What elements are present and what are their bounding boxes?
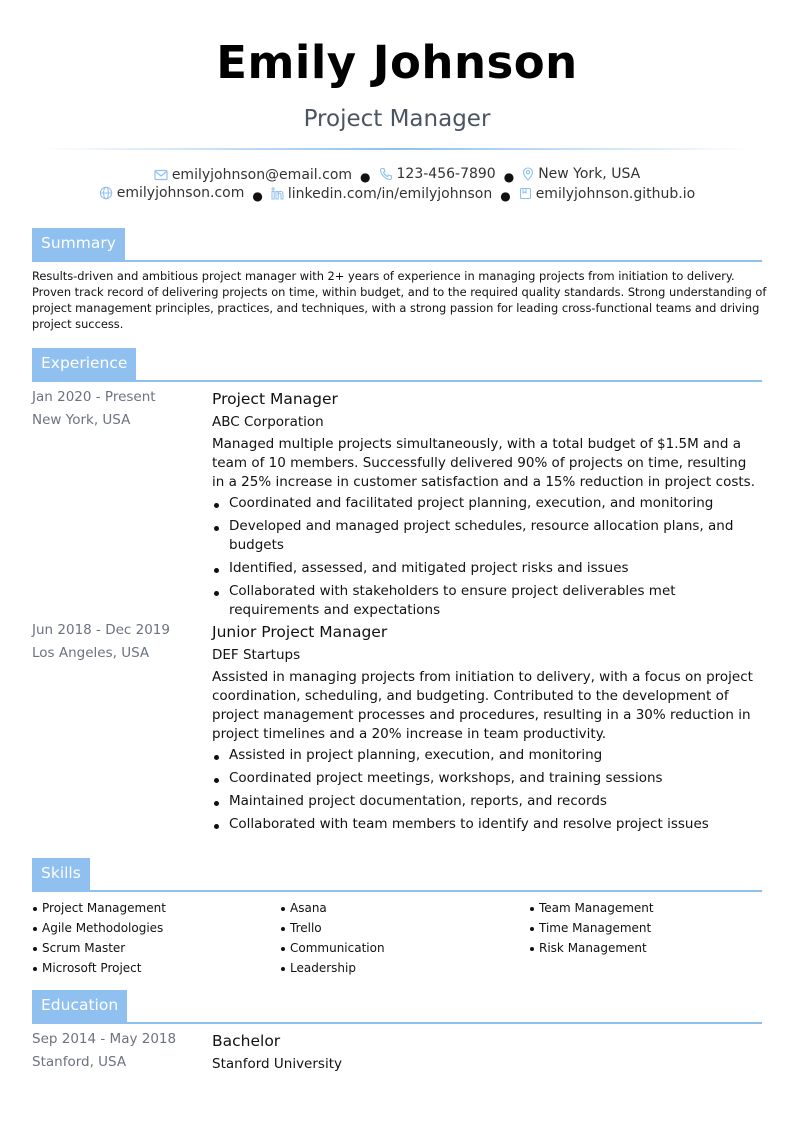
separator-dot: ● [360, 170, 371, 184]
experience-bullets [212, 746, 762, 834]
contact-phone-text: 123-456-7890 [396, 166, 496, 182]
list-item: Developed and managed project schedules, resource allocation plans, and budgets [212, 517, 762, 555]
section-experience-title: Experience [32, 348, 136, 380]
experience-bullets [212, 494, 762, 620]
linkedin-icon [271, 187, 284, 200]
education-details [212, 1028, 762, 1077]
section-skills-header [32, 858, 762, 892]
contact-location-text: New York, USA [538, 166, 641, 182]
globe-icon [99, 186, 113, 200]
contact-github[interactable] [519, 186, 696, 202]
separator-dot: ● [252, 189, 263, 203]
experience-location: New York, USA [32, 412, 131, 428]
separator-dot: ● [500, 189, 511, 203]
skill-item: Scrum Master [32, 938, 272, 958]
education-location: Stanford, USA [32, 1054, 127, 1070]
contact-phone[interactable] [379, 166, 496, 182]
contact-github-text: emilyjohnson.github.io [535, 185, 696, 202]
education-meta [32, 1028, 207, 1074]
experience-meta [32, 386, 207, 432]
section-education-title: Education [32, 990, 127, 1022]
job-title: Project Manager [303, 106, 491, 132]
experience-role: Project Manager [212, 390, 338, 408]
experience-dates: Jun 2018 - Dec 2019 [32, 622, 170, 638]
experience-details [212, 386, 762, 624]
header-divider [40, 148, 754, 150]
separator-dot: ● [503, 170, 515, 184]
experience-dates: Jan 2020 - Present [32, 389, 156, 405]
phone-icon [379, 167, 393, 181]
section-summary-header [32, 228, 762, 262]
list-item: Coordinated project meetings, workshops, and training sessions [212, 769, 762, 788]
experience-company: ABC Corporation [212, 414, 324, 430]
experience-location: Los Angeles, USA [32, 645, 150, 661]
experience-company: DEF Startups [212, 647, 301, 663]
education-degree: Bachelor [212, 1032, 281, 1050]
experience-details [212, 619, 762, 838]
skill-item: Project Management [32, 898, 272, 918]
skill-item: Agile Methodologies [32, 918, 272, 938]
section-education-header [32, 990, 762, 1024]
list-item: Collaborated with stakeholders to ensure project deliverables met requirements and expectations [212, 582, 762, 620]
contact-website-text: emilyjohnson.com [116, 185, 245, 201]
skill-item: Communication [280, 938, 520, 958]
skill-item: Asana [280, 898, 520, 918]
education-school: Stanford University [212, 1056, 342, 1072]
skills-column [32, 898, 272, 978]
section-experience-header [32, 348, 762, 382]
skill-item: Leadership [280, 958, 520, 978]
contact-row-1 [0, 166, 794, 185]
mail-icon [154, 169, 168, 181]
skill-item: Team Management [529, 898, 769, 918]
skills-column [280, 898, 520, 978]
list-item: Collaborated with team members to identify and resolve project issues [212, 815, 762, 834]
summary-text: Results-driven and ambitious project manager with 2+ years of experience in managing projects from initiation to delivery. Proven track record of delivering projects on time, within budget, and to the required quality standards. Strong understanding of project management principles, practices, and techniques, with a strong passion for leading cross-functional teams and driving project success. [32, 269, 767, 331]
experience-description: Managed multiple projects simultaneously, with a total budget of $1.5M and a team of 10 members. Successfully delivered 90% of projects on time, resulting in a 25% increase in customer satisfaction and a 15% reduction in project costs. [212, 436, 755, 490]
contact-website[interactable] [99, 185, 245, 201]
contact-email-text: emilyjohnson@email.com [171, 167, 353, 183]
contact-linkedin[interactable] [271, 186, 492, 202]
contact-location [522, 166, 640, 182]
section-summary-title: Summary [32, 228, 125, 260]
education-dates: Sep 2014 - May 2018 [32, 1031, 177, 1047]
skill-item: Trello [280, 918, 520, 938]
skill-item: Microsoft Project [32, 958, 272, 978]
contact-email[interactable] [154, 167, 352, 183]
list-item: Maintained project documentation, reports, and records [212, 792, 762, 811]
list-item: Identified, assessed, and mitigated project risks and issues [212, 559, 762, 578]
contact-row-2 [0, 185, 794, 204]
skill-item: Risk Management [529, 938, 769, 958]
skills-column [529, 898, 769, 958]
section-skills-title: Skills [32, 858, 90, 890]
github-icon [519, 187, 532, 200]
experience-meta [32, 619, 207, 665]
experience-role: Junior Project Manager [212, 623, 388, 641]
location-icon [522, 167, 534, 181]
candidate-name: Emily Johnson [216, 36, 578, 89]
list-item: Assisted in project planning, execution, and monitoring [212, 746, 762, 765]
contact-linkedin-text: linkedin.com/in/emilyjohnson [287, 185, 493, 202]
experience-description: Assisted in managing projects from initiation to delivery, with a focus on project coordination, scheduling, and budgeting. Contributed to the development of project management processes and procedures, resulting in a 30% reduction in project timelines and a 20% increase in team productivity. [212, 669, 753, 742]
skill-item: Time Management [529, 918, 769, 938]
list-item: Coordinated and facilitated project planning, execution, and monitoring [212, 494, 762, 513]
